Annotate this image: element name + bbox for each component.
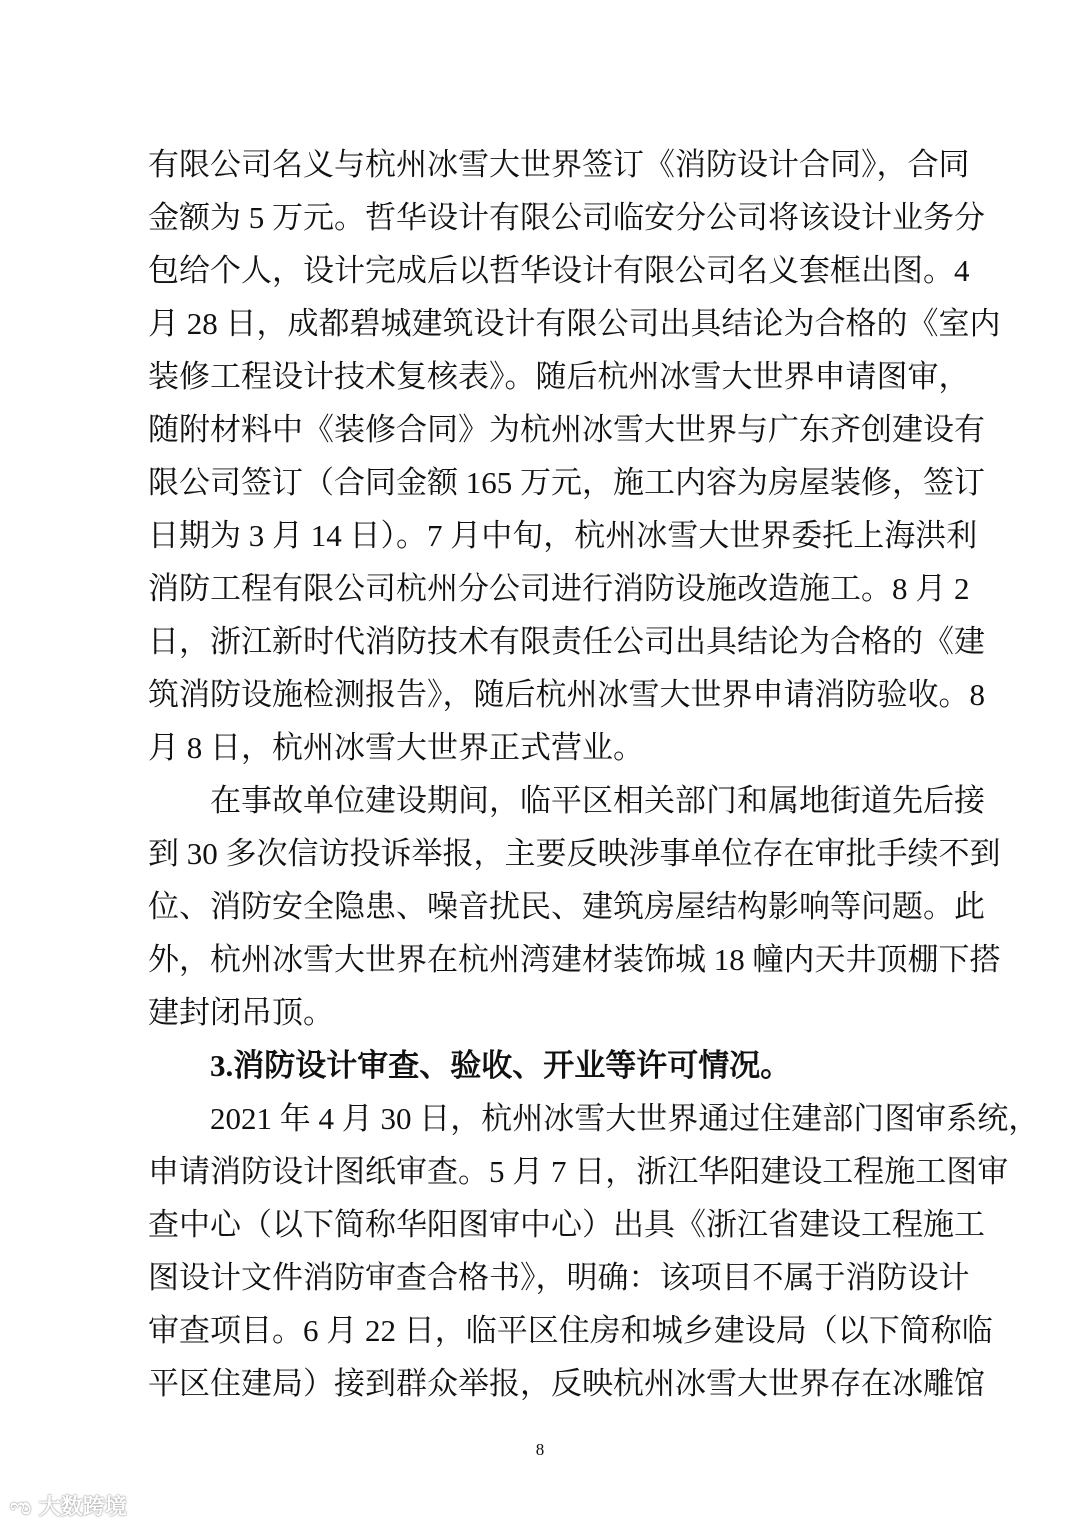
text-line: 建封闭吊顶。 — [148, 995, 334, 1030]
text-line: 月 8 日，杭州冰雪大世界正式营业。 — [148, 730, 644, 765]
text-line: 消防工程有限公司杭州分公司进行消防设施改造施工。8 月 2 — [148, 571, 970, 606]
text-line: 日，浙江新时代消防技术有限责任公司出具结论为合格的《建 — [148, 624, 985, 659]
text-line: 月 28 日，成都碧城建筑设计有限公司出具结论为合格的《室内 — [148, 306, 1001, 341]
text-line: 申请消防设计图纸审查。5 月 7 日，浙江华阳建设工程施工图审 — [148, 1154, 1009, 1189]
text-line: 审查项目。6 月 22 日，临平区住房和城乡建设局（以下简称临 — [148, 1313, 993, 1348]
text-line: 限公司签订（合同金额 165 万元，施工内容为房屋装修，签订 — [148, 465, 985, 500]
text-line: 外，杭州冰雪大世界在杭州湾建材装饰城 18 幢内天井顶棚下搭 — [148, 942, 1001, 977]
text-line: 日期为 3 月 14 日）。7 月中旬，杭州冰雪大世界委托上海洪利 — [148, 518, 978, 553]
text-line: 平区住建局）接到群众举报，反映杭州冰雪大世界存在冰雕馆 — [148, 1366, 985, 1401]
text-line: 图设计文件消防审查合格书》，明确：该项目不属于消防设计 — [148, 1260, 970, 1295]
text-line: 金额为 5 万元。哲华设计有限公司临安分公司将该设计业务分 — [148, 200, 985, 235]
text-line: 到 30 多次信访投诉举报，主要反映涉事单位存在审批手续不到 — [148, 836, 1001, 871]
text-line: 3.消防设计审查、验收、开业等许可情况。 — [148, 1048, 792, 1083]
text-line: 装修工程设计技术复核表》。随后杭州冰雪大世界申请图审， — [148, 359, 970, 394]
text-line: 位、消防安全隐患、噪音扰民、建筑房屋结构影响等问题。此 — [148, 889, 985, 924]
page-number: 8 — [535, 1440, 545, 1459]
watermark-logo: ಌ 大数跨境 — [10, 1495, 127, 1520]
text-line: 筑消防设施检测报告》，随后杭州冰雪大世界申请消防验收。8 — [148, 677, 985, 712]
document-body — [148, 138, 1040, 1410]
text-line: 2021 年 4 月 30 日，杭州冰雪大世界通过住建部门图审系统， — [148, 1101, 1040, 1136]
text-line: 在事故单位建设期间，临平区相关部门和属地街道先后接 — [148, 783, 985, 818]
text-line: 随附材料中《装修合同》为杭州冰雪大世界与广东齐创建设有 — [148, 412, 985, 447]
text-line: 查中心（以下简称华阳图审中心）出具《浙江省建设工程施工 — [148, 1207, 985, 1242]
text-line: 有限公司名义与杭州冰雪大世界签订《消防设计合同》，合同 — [148, 147, 970, 182]
text-line: 包给个人，设计完成后以哲华设计有限公司名义套框出图。4 — [148, 253, 970, 288]
